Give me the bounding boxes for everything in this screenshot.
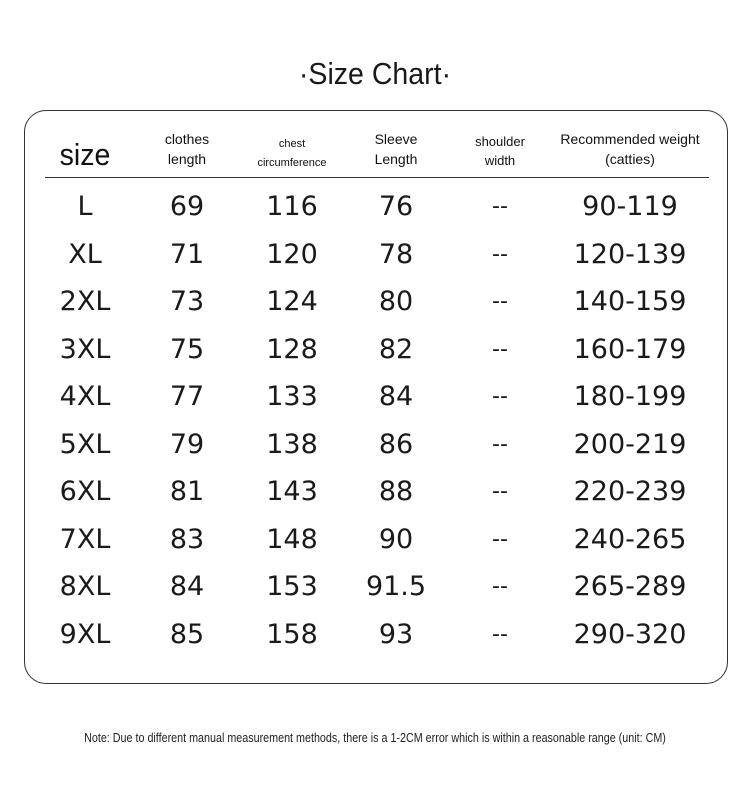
cell-sleeve: 76: [378, 191, 414, 222]
cell-length: 85: [169, 618, 205, 650]
header-sleeve-length: [347, 129, 445, 170]
cell-length: 71: [169, 238, 205, 270]
cell-length: 75: [169, 333, 205, 365]
cell-chest: 153: [266, 571, 318, 602]
cell-shoulder: --: [492, 194, 508, 219]
header-recommended-weight: [555, 129, 705, 170]
cell-weight: 290-320: [573, 618, 687, 650]
cell-weight: 220-239: [573, 476, 687, 507]
cell-sleeve: 84: [378, 381, 414, 412]
size-chart-table: [24, 110, 728, 684]
cell-chest: 128: [266, 333, 318, 365]
cell-sleeve: 88: [378, 476, 414, 507]
table-row: [25, 563, 729, 610]
header-chest-line1: chest: [278, 138, 306, 150]
cell-length: 83: [169, 523, 205, 555]
cell-weight: 200-219: [573, 428, 687, 460]
cell-shoulder: --: [492, 289, 508, 314]
header-clothes-length-line1: clothes: [164, 131, 210, 147]
cell-weight: 240-265: [573, 523, 687, 555]
cell-sleeve: 86: [378, 428, 414, 460]
cell-weight: 265-289: [573, 571, 687, 602]
cell-shoulder: --: [492, 526, 508, 552]
table-row: [25, 516, 729, 563]
cell-size: L: [77, 191, 93, 222]
header-shoulder-line2: width: [484, 152, 516, 168]
table-row: [25, 231, 729, 278]
cell-weight: 140-159: [573, 286, 687, 317]
cell-shoulder: --: [492, 336, 508, 362]
header-chest-line2: circumference: [257, 157, 327, 170]
cell-sleeve: 80: [378, 286, 414, 317]
cell-shoulder: --: [492, 479, 508, 504]
cell-sleeve: 78: [378, 238, 414, 270]
table-row: [25, 468, 729, 515]
cell-weight: 160-179: [573, 333, 687, 365]
cell-sleeve: 91.5: [365, 571, 427, 602]
header-clothes-length: [137, 129, 237, 170]
cell-shoulder: --: [492, 431, 508, 457]
cell-chest: 116: [266, 191, 318, 222]
cell-weight: 90-119: [582, 191, 678, 222]
cell-size: 3XL: [59, 333, 111, 365]
table-row: [25, 183, 729, 230]
cell-size: 7XL: [59, 523, 111, 555]
cell-length: 69: [169, 191, 205, 222]
table-row: [25, 326, 729, 373]
cell-size: 9XL: [59, 618, 111, 650]
table-row: [25, 373, 729, 420]
cell-size: 2XL: [59, 286, 111, 317]
cell-chest: 138: [266, 428, 318, 460]
cell-chest: 148: [266, 523, 318, 555]
header-shoulder-width: [450, 133, 550, 171]
cell-length: 73: [169, 286, 205, 317]
header-size-label: size: [59, 137, 111, 172]
cell-chest: 133: [266, 381, 318, 412]
cell-sleeve: 90: [378, 523, 414, 555]
measurement-note: Note: Due to different manual measurement methods, there is a 1-2CM error which is within a reasonable range (unit: CM): [84, 731, 666, 745]
header-clothes-length-line2: length: [167, 151, 207, 168]
cell-size: XL: [68, 238, 102, 270]
header-size: [48, 139, 122, 170]
header-weight-line1: Recommended weight: [560, 131, 700, 147]
cell-length: 77: [169, 381, 205, 412]
cell-chest: 120: [266, 238, 318, 270]
header-weight-line2: (catties): [605, 151, 655, 168]
cell-chest: 124: [266, 286, 318, 317]
header-chest-circumference: [240, 135, 344, 174]
header-divider: [45, 177, 709, 178]
table-row: [25, 611, 729, 658]
cell-size: 8XL: [59, 571, 111, 602]
cell-chest: 143: [266, 476, 318, 507]
table-row: [25, 278, 729, 325]
cell-size: 5XL: [59, 428, 111, 460]
cell-weight: 120-139: [573, 238, 687, 270]
cell-weight: 180-199: [573, 381, 687, 412]
cell-length: 84: [169, 571, 205, 602]
cell-shoulder: --: [492, 574, 508, 599]
cell-shoulder: --: [492, 241, 508, 267]
cell-shoulder: --: [492, 384, 508, 409]
cell-length: 79: [169, 428, 205, 460]
cell-size: 4XL: [59, 381, 111, 412]
cell-chest: 158: [266, 618, 318, 650]
cell-shoulder: --: [492, 621, 508, 647]
header-sleeve-line2: Length: [374, 151, 418, 168]
cell-sleeve: 82: [378, 333, 414, 365]
cell-sleeve: 93: [378, 618, 414, 650]
header-shoulder-line1: shoulder: [475, 134, 525, 149]
table-row: [25, 421, 729, 468]
page-title: ·Size Chart·: [298, 56, 452, 91]
header-sleeve-line1: Sleeve: [374, 131, 418, 147]
cell-size: 6XL: [59, 476, 111, 507]
cell-length: 81: [169, 476, 205, 507]
